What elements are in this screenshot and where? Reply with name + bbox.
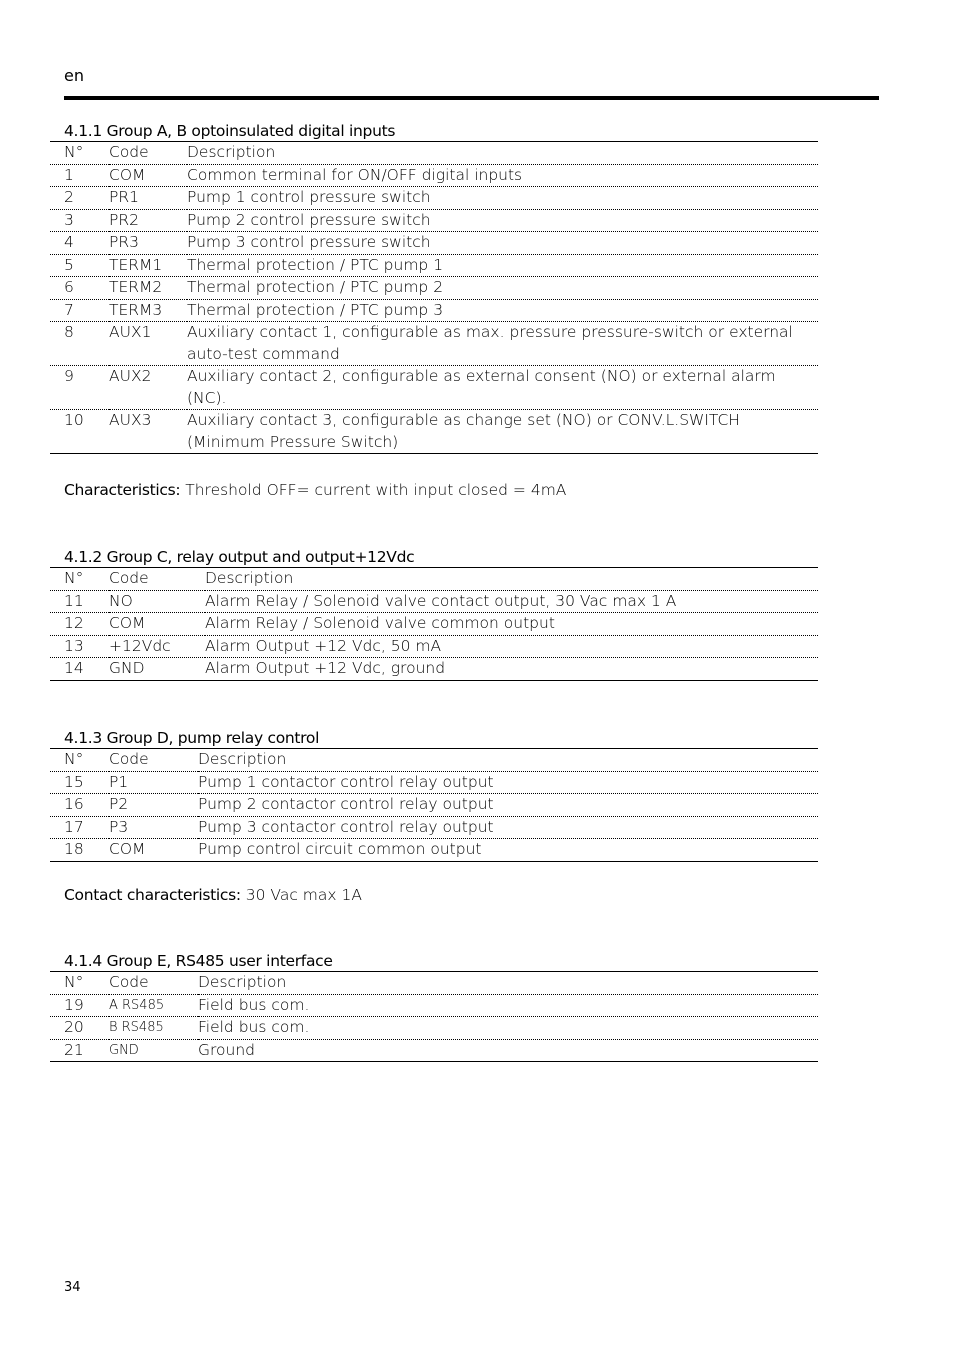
language-label: en: [64, 66, 84, 85]
table-row: 10 AUX3 Auxiliary contact 3, configurable as change set (NO) or CONV.L.SWITCH (Minimum Pressure Switch): [50, 410, 818, 454]
table-row: 9 AUX2 Auxiliary contact 2, configurable as external consent (NO) or external alarm (NC).: [50, 366, 818, 410]
terminal-table: [50, 971, 818, 1062]
table-row: 18 COM Pump control circuit common output: [50, 839, 818, 862]
header-no: N°: [50, 142, 109, 165]
contact-characteristics-note: [64, 886, 362, 904]
table-row: 19 A RS485 Field bus com.: [50, 994, 818, 1017]
header-code: Code: [109, 142, 187, 165]
header-rule: [64, 96, 879, 100]
section-title: 4.1.3 Group D, pump relay control: [64, 729, 320, 747]
table-row: 4 PR3 Pump 3 control pressure switch: [50, 232, 818, 255]
section-title: 4.1.1 Group A, B optoinsulated digital inputs: [64, 122, 396, 140]
table-row: 3 PR2 Pump 2 control pressure switch: [50, 209, 818, 232]
terminal-table: [50, 748, 818, 862]
table-header-row: [50, 142, 818, 165]
note-text: Threshold OFF= current with input closed = 4mA: [185, 481, 567, 499]
table-row: 13 +12Vdc Alarm Output +12 Vdc, 50 mA: [50, 635, 818, 658]
characteristics-note: [64, 481, 566, 499]
section-title: 4.1.4 Group E, RS485 user interface: [64, 952, 333, 970]
table-row: 15 P1 Pump 1 contactor control relay output: [50, 771, 818, 794]
table-row: 17 P3 Pump 3 contactor control relay output: [50, 816, 818, 839]
table-header-row: N° Code Description: [50, 972, 818, 995]
table-row: 12 COM Alarm Relay / Solenoid valve common output: [50, 613, 818, 636]
table-header-row: N° Code Description: [50, 749, 818, 772]
note-label: Contact characteristics:: [64, 886, 241, 904]
table-row: 21 GND Ground: [50, 1039, 818, 1062]
table-row: 6 TERM2 Thermal protection / PTC pump 2: [50, 277, 818, 300]
section-group-c: [50, 547, 818, 681]
section-group-e: [50, 951, 818, 1062]
section-group-a-b: [50, 121, 818, 454]
note-text: 30 Vac max 1A: [245, 886, 362, 904]
table-row: 16 P2 Pump 2 contactor control relay output: [50, 794, 818, 817]
note-label: Characteristics:: [64, 481, 181, 499]
header-description: Description: [187, 142, 818, 165]
table-row: 5 TERM1 Thermal protection / PTC pump 1: [50, 254, 818, 277]
table-row: 8 AUX1 Auxiliary contact 1, configurable as max. pressure pressure-switch or external auto-test command: [50, 322, 818, 366]
section-group-d: [50, 728, 818, 862]
table-row: 20 B RS485 Field bus com.: [50, 1017, 818, 1040]
table-row: 7 TERM3 Thermal protection / PTC pump 3: [50, 299, 818, 322]
table-row: 11 NO Alarm Relay / Solenoid valve contact output, 30 Vac max 1 A: [50, 590, 818, 613]
terminal-table: [50, 141, 818, 454]
terminal-table: [50, 567, 818, 681]
table-row: 14 GND Alarm Output +12 Vdc, ground: [50, 658, 818, 681]
section-title: 4.1.2 Group C, relay output and output+12Vdc: [64, 548, 415, 566]
table-row: 2 PR1 Pump 1 control pressure switch: [50, 187, 818, 210]
page-number: 34: [64, 1280, 81, 1295]
table-row: 1 COM Common terminal for ON/OFF digital inputs: [50, 164, 818, 187]
table-header-row: N° Code Description: [50, 568, 818, 591]
